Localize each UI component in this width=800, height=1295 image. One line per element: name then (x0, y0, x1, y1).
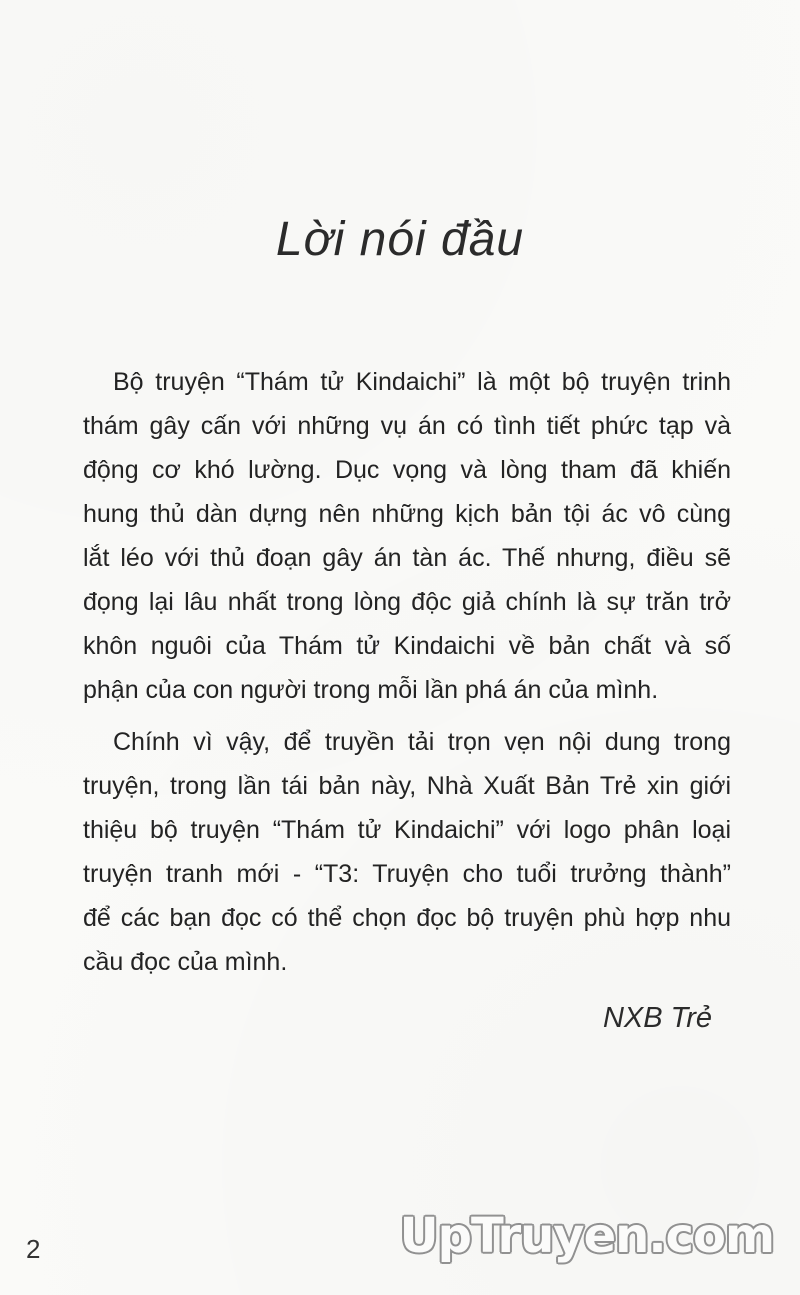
watermark-uptruyen: UpTruyen.com (399, 1208, 774, 1264)
text-line: thiệu bộ truyện “Thám tử Kindaichi” với logo phân loại (83, 816, 731, 844)
text-line: truyện, trong lần tái bản này, Nhà Xuất Bản Trẻ xin giới (83, 772, 731, 800)
text-line: Chính vì vậy, để truyền tải trọn vẹn nội dung trong (113, 728, 731, 756)
text-line: phận của con người trong mỗi lần phá án của mình. (83, 676, 659, 704)
page-number: 2 (26, 1234, 41, 1264)
text-line: hung thủ dàn dựng nên những kịch bản tội ác vô cùng (83, 500, 731, 528)
text-line: lắt léo với thủ đoạn gây án tàn ác. Thế nhưng, điều sẽ (83, 544, 731, 572)
text-line: động cơ khó lường. Dục vọng và lòng tham đã khiến (83, 456, 731, 484)
text-line: Bộ truyện “Thám tử Kindaichi” là một bộ truyện trinh (113, 368, 731, 396)
publisher-signature: NXB Trẻ (602, 1002, 712, 1034)
foreword-paragraph-2 (83, 720, 731, 984)
text-line: khôn nguôi của Thám tử Kindaichi về bản chất và số (83, 632, 731, 660)
text-line: cầu đọc của mình. (83, 948, 288, 976)
text-line: để các bạn đọc có thể chọn đọc bộ truyện phù hợp nhu (83, 904, 731, 932)
text-line: thám gây cấn với những vụ án có tình tiết phức tạp và (83, 412, 731, 440)
foreword-paragraph-1 (83, 360, 731, 712)
page-title: Lời nói đầu (275, 213, 525, 266)
text-line: truyện tranh mới - “T3: Truyện cho tuổi trưởng thành” (83, 860, 731, 888)
text-line: đọng lại lâu nhất trong lòng độc giả chính là sự trăn trở (83, 588, 731, 616)
